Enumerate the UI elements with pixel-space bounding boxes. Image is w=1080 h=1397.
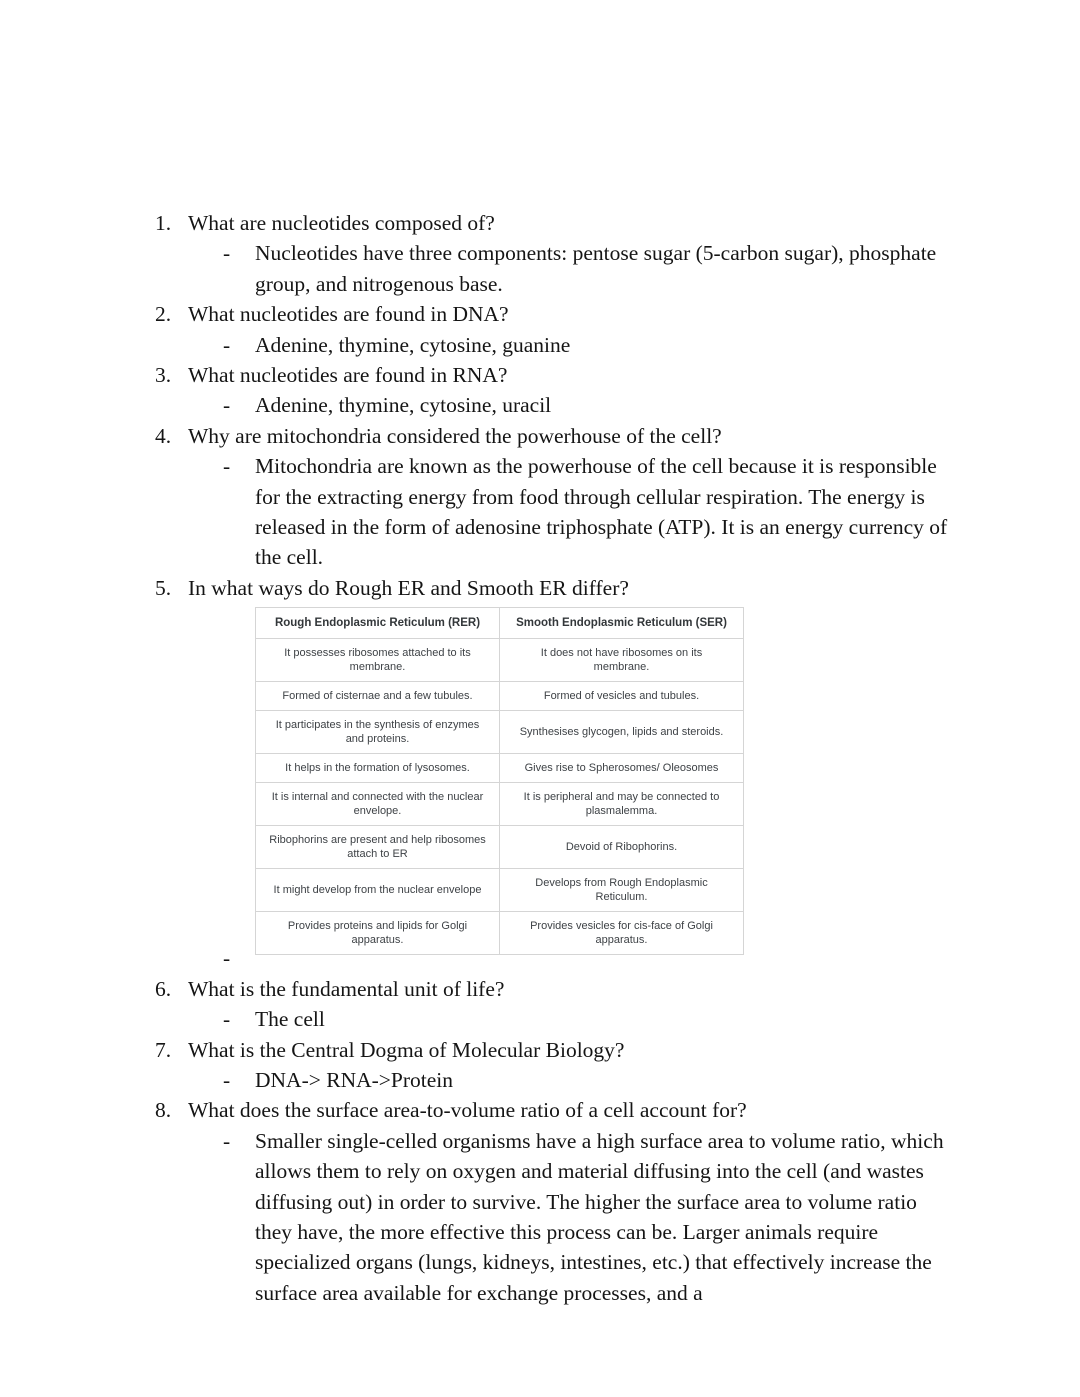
- table-cell: Devoid of Ribophorins.: [500, 826, 744, 869]
- question-text: What is the fundamental unit of life?: [188, 976, 505, 1001]
- table-header-rer: Rough Endoplasmic Reticulum (RER): [256, 608, 500, 639]
- qa-item-4: [155, 421, 955, 573]
- table-row: [256, 639, 744, 682]
- answer-text: Smaller single-celled organisms have a high surface area to volume ratio, which allows them to rely on oxygen and material diffusing into the cell (and wastes diffusing out) in order to survive. The higher the surface area to volume ratio they have, the more effective this process can be. Larger animals require specialized organs (lungs, kidneys, intestines, etc.) that effectively increase the surface area available for exchange processes, and a: [255, 1128, 944, 1305]
- table-cell: It participates in the synthesis of enzymes and proteins.: [256, 711, 500, 754]
- question-text: In what ways do Rough ER and Smooth ER differ?: [188, 575, 629, 600]
- table-header-ser: Smooth Endoplasmic Reticulum (SER): [500, 608, 744, 639]
- question-text: Why are mitochondria considered the powerhouse of the cell?: [188, 423, 722, 448]
- answer-dash: -: [223, 1067, 231, 1092]
- question-number: 6.: [155, 976, 172, 1001]
- question-number: 2.: [155, 302, 172, 327]
- qa-item-6: [155, 974, 955, 1035]
- table-cell: It does not have ribosomes on its membrane.: [500, 639, 744, 682]
- answer-line: [155, 943, 955, 973]
- answer-text: Adenine, thymine, cytosine, guanine: [255, 332, 571, 357]
- question-line: [155, 360, 955, 390]
- answer-text: Nucleotides have three components: pentose sugar (5-carbon sugar), phosphate group, and nitrogenous base.: [255, 241, 937, 296]
- table-cell: Provides proteins and lipids for Golgi apparatus.: [256, 912, 500, 955]
- table-cell: Gives rise to Spherosomes/ Oleosomes: [500, 754, 744, 783]
- answer-text: The cell: [255, 1007, 325, 1032]
- answer-line: [155, 390, 955, 420]
- table-cell: It helps in the formation of lysosomes.: [256, 754, 500, 783]
- question-text: What are nucleotides composed of?: [188, 211, 495, 235]
- table-cell: Provides vesicles for cis-face of Golgi apparatus.: [500, 912, 744, 955]
- er-table-wrapper: [255, 607, 955, 955]
- answer-dash: -: [223, 332, 231, 357]
- question-line: [155, 573, 955, 603]
- table-cell: Synthesises glycogen, lipids and steroids.: [500, 711, 744, 754]
- answer-line: [155, 1065, 955, 1095]
- qa-item-1: [155, 208, 955, 299]
- question-number: 3.: [155, 363, 172, 388]
- qa-item-7: [155, 1035, 955, 1096]
- table-row: [256, 754, 744, 783]
- answer-dash: -: [223, 1128, 231, 1153]
- table-row: [256, 826, 744, 869]
- question-text: What nucleotides are found in RNA?: [188, 363, 508, 388]
- qa-item-2: [155, 299, 955, 360]
- answer-text: Adenine, thymine, cytosine, uracil: [255, 393, 552, 418]
- table-cell: It is internal and connected with the nuclear envelope.: [256, 783, 500, 826]
- question-number: 5.: [155, 575, 172, 600]
- table-cell: Formed of vesicles and tubules.: [500, 682, 744, 711]
- qa-item-5: [155, 573, 955, 974]
- question-line: [155, 208, 955, 238]
- table-cell: It might develop from the nuclear envelope: [256, 869, 500, 912]
- question-line: [155, 299, 955, 329]
- table-row: [256, 783, 744, 826]
- er-comparison-table: [255, 607, 744, 955]
- question-text: What does the surface area-to-volume ratio of a cell account for?: [188, 1098, 747, 1123]
- answer-text: DNA-> RNA->Protein: [255, 1067, 454, 1092]
- qa-list: [155, 208, 955, 1308]
- qa-item-8: [155, 1095, 955, 1308]
- table-cell: It is peripheral and may be connected to plasmalemma.: [500, 783, 744, 826]
- answer-line: [155, 451, 955, 573]
- answer-dash: -: [223, 454, 231, 479]
- answer-line: [155, 1004, 955, 1034]
- question-number: 8.: [155, 1098, 172, 1123]
- answer-dash: -: [223, 1007, 231, 1032]
- question-line: [155, 1035, 955, 1065]
- answer-line: [155, 238, 955, 299]
- question-text: What nucleotides are found in DNA?: [188, 302, 509, 327]
- question-text: What is the Central Dogma of Molecular Biology?: [188, 1037, 625, 1062]
- question-line: [155, 1095, 955, 1125]
- table-cell: It possesses ribosomes attached to its membrane.: [256, 639, 500, 682]
- question-line: [155, 974, 955, 1004]
- answer-dash: -: [223, 946, 231, 971]
- table-header-row: [256, 608, 744, 639]
- table-cell: Develops from Rough Endoplasmic Reticulum.: [500, 869, 744, 912]
- answer-line: [155, 1126, 955, 1308]
- question-number: 1.: [155, 211, 172, 235]
- table-cell: Ribophorins are present and help ribosomes attach to ER: [256, 826, 500, 869]
- answer-dash: -: [223, 393, 231, 418]
- question-number: 4.: [155, 423, 172, 448]
- question-line: [155, 421, 955, 451]
- answer-text: Mitochondria are known as the powerhouse of the cell because it is responsible for the extracting energy from food through cellular respiration. The energy is released in the form of adenosine triphosphate (ATP). It is an energy currency of the cell.: [255, 454, 948, 570]
- answer-line: [155, 330, 955, 360]
- qa-item-3: [155, 360, 955, 421]
- answer-dash: -: [223, 241, 231, 266]
- table-row: [256, 711, 744, 754]
- table-row: [256, 682, 744, 711]
- table-cell: Formed of cisternae and a few tubules.: [256, 682, 500, 711]
- table-row: [256, 869, 744, 912]
- question-number: 7.: [155, 1037, 172, 1062]
